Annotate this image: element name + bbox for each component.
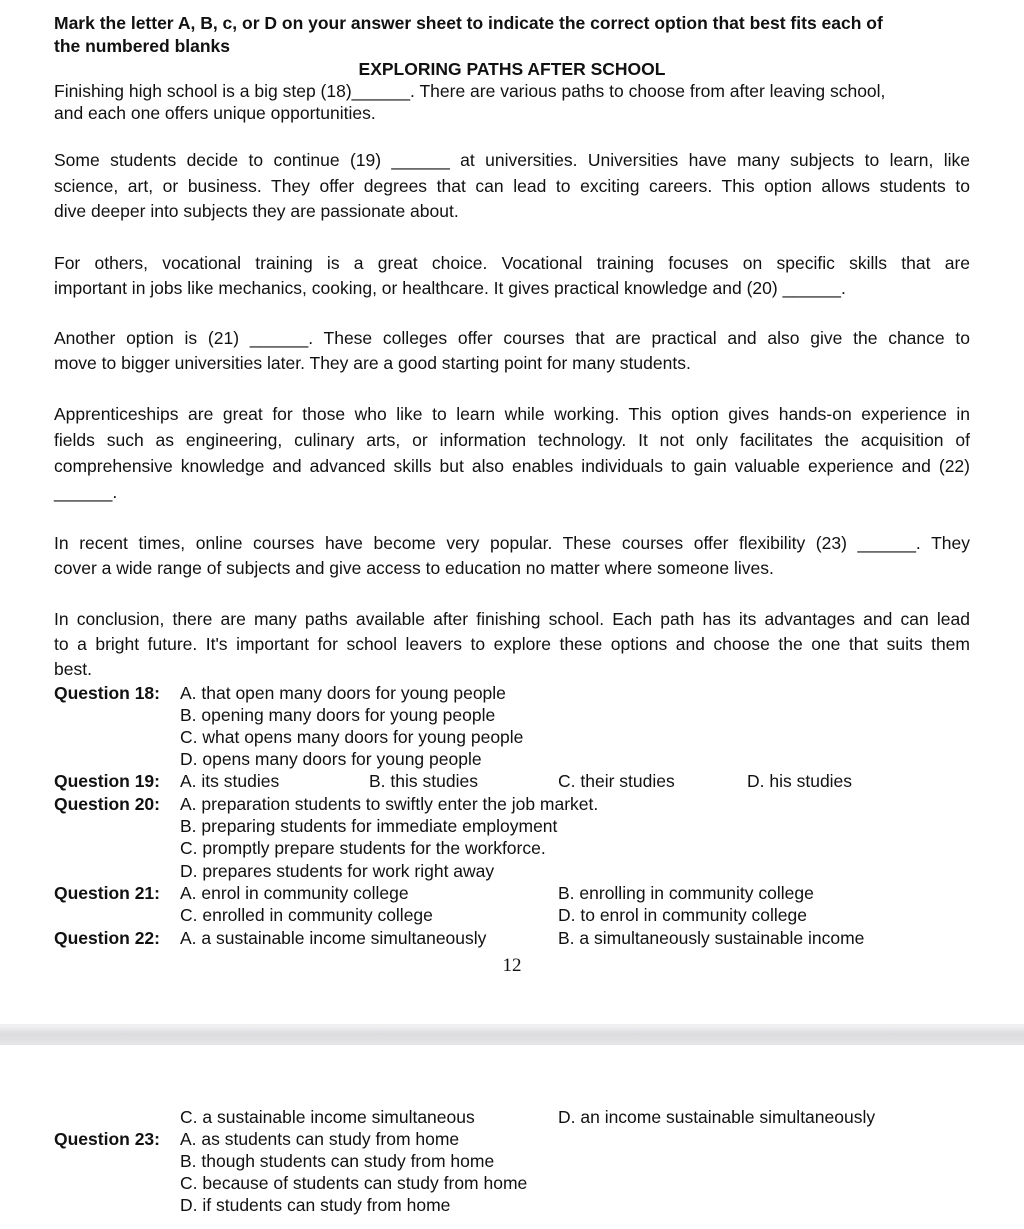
question-22-option-d[interactable]: D. an income sustainable simultaneously — [558, 1107, 876, 1127]
passage-title: EXPLORING PATHS AFTER SCHOOL — [358, 59, 666, 79]
question-23-label: Question 23: — [54, 1129, 160, 1149]
passage-p3-line1: For others, vocational training is a great choice. Vocational training focuses on specific skills that are — [54, 253, 970, 273]
question-21-option-c[interactable]: C. enrolled in community college — [180, 905, 433, 925]
question-19-label: Question 19: — [54, 771, 160, 791]
question-20-option-b[interactable]: B. preparing students for immediate employment — [180, 816, 558, 836]
instructions-line-1: Mark the letter A, B, c, or D on your answer sheet to indicate the correct option that best fits each of — [54, 13, 883, 33]
passage-p5-line1: Apprenticeships are great for those who like to learn while working. This option gives hands-on experience in — [54, 404, 970, 424]
question-20-label: Question 20: — [54, 794, 160, 814]
passage-p4-line1: Another option is (21) ______. These colleges offer courses that are practical and also give the chance to — [54, 328, 970, 348]
question-23-option-d[interactable]: D. if students can study from home — [180, 1195, 451, 1215]
passage-p1-line1: Finishing high school is a big step (18)______. There are various paths to choose from after leaving school, — [54, 81, 886, 101]
question-22-option-a[interactable]: A. a sustainable income simultaneously — [180, 928, 487, 948]
question-18-option-c[interactable]: C. what opens many doors for young people — [180, 727, 524, 747]
passage-p5-line4: ______. — [54, 482, 118, 502]
question-20-option-c[interactable]: C. promptly prepare students for the workforce. — [180, 838, 546, 858]
question-21-option-d[interactable]: D. to enrol in community college — [558, 905, 807, 925]
question-19-option-c[interactable]: C. their studies — [558, 771, 675, 791]
passage-p2-line3: dive deeper into subjects they are passionate about. — [54, 201, 459, 221]
question-18-option-a[interactable]: A. that open many doors for young people — [180, 683, 506, 703]
question-19-option-a[interactable]: A. its studies — [180, 771, 280, 791]
question-21-option-a[interactable]: A. enrol in community college — [180, 883, 409, 903]
passage-p3-line2: important in jobs like mechanics, cooking, or healthcare. It gives practical knowledge and (20) ______. — [54, 278, 846, 298]
question-18-option-b[interactable]: B. opening many doors for young people — [180, 705, 496, 725]
question-20-option-d[interactable]: D. prepares students for work right away — [180, 861, 495, 881]
passage-p1-line2: and each one offers unique opportunities. — [54, 103, 376, 123]
question-22-option-b[interactable]: B. a simultaneously sustainable income — [558, 928, 865, 948]
passage-p6-line1: In recent times, online courses have become very popular. These courses offer flexibility (23) ______. They — [54, 533, 970, 553]
instructions-line-2: the numbered blanks — [54, 36, 231, 56]
passage-p5-line2: fields such as engineering, culinary arts, or information technology. It not only facilitates the acquisition of — [54, 430, 970, 450]
question-18-option-d[interactable]: D. opens many doors for young people — [180, 749, 482, 769]
page-number: 12 — [502, 955, 522, 976]
question-20-option-a[interactable]: A. preparation students to swiftly enter the job market. — [180, 794, 599, 814]
question-19-option-b[interactable]: B. this studies — [369, 771, 478, 791]
question-23-option-a[interactable]: A. as students can study from home — [180, 1129, 460, 1149]
passage-p7-line1: In conclusion, there are many paths available after finishing school. Each path has its advantages and can lead — [54, 609, 970, 629]
question-19-option-d[interactable]: D. his studies — [747, 771, 853, 791]
question-21-option-b[interactable]: B. enrolling in community college — [558, 883, 814, 903]
question-23-option-c[interactable]: C. because of students can study from home — [180, 1173, 528, 1193]
page-break-divider — [0, 1024, 1024, 1045]
passage-p7-line3: best. — [54, 659, 92, 679]
question-18-label: Question 18: — [54, 683, 160, 703]
passage-p2-line1: Some students decide to continue (19) ______ at universities. Universities have many subjects to learn, like — [54, 150, 970, 170]
passage-p5-line3: comprehensive knowledge and advanced skills but also enables individuals to gain valuable experience and (22) — [54, 456, 970, 476]
passage-p6-line2: cover a wide range of subjects and give access to education no matter where someone lives. — [54, 558, 774, 578]
passage-p2-line2: science, art, or business. They offer degrees that can lead to exciting careers. This option allows students to — [54, 176, 970, 196]
passage-p4-line2: move to bigger universities later. They are a good starting point for many students. — [54, 353, 691, 373]
question-22-label: Question 22: — [54, 928, 160, 948]
passage-p7-line2: to a bright future. It's important for school leavers to explore these options and choose the one that suits them — [54, 634, 970, 654]
question-23-option-b[interactable]: B. though students can study from home — [180, 1151, 495, 1171]
question-22-option-c[interactable]: C. a sustainable income simultaneous — [180, 1107, 475, 1127]
question-21-label: Question 21: — [54, 883, 160, 903]
